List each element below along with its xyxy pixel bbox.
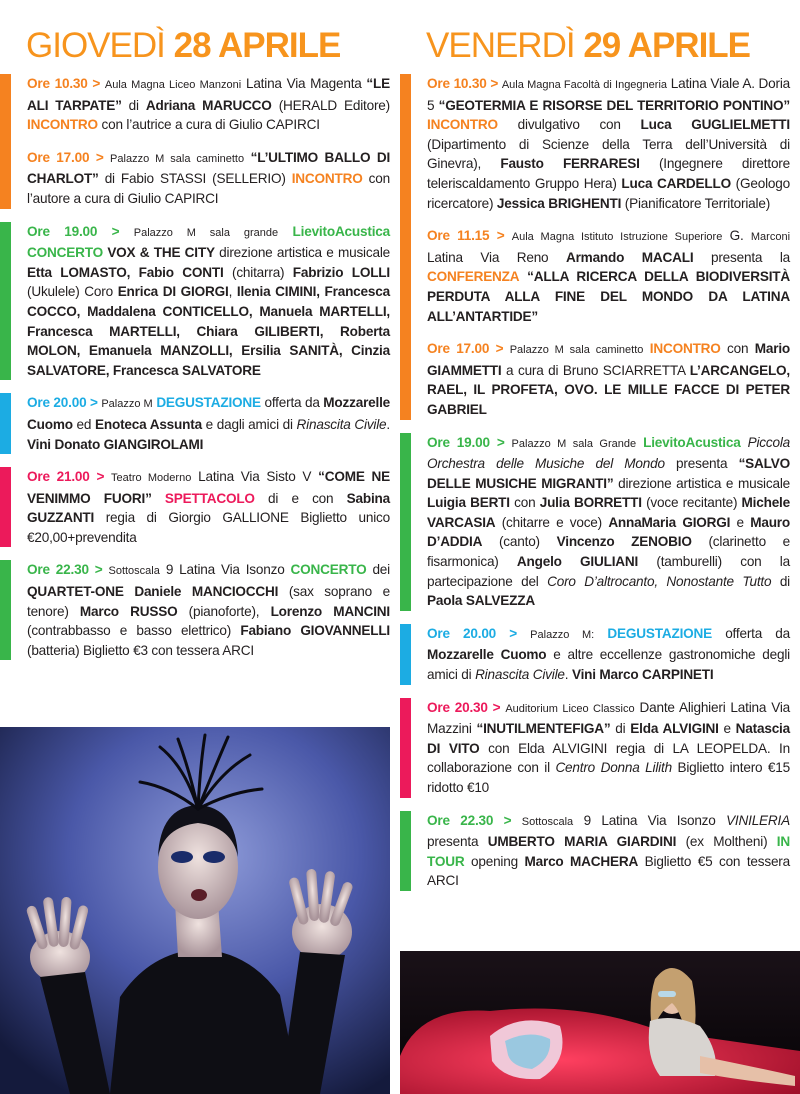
event-text: Centro Donna Lilith: [555, 760, 672, 776]
event-text: offerta da: [260, 395, 324, 411]
event-text: .: [386, 416, 390, 432]
event-text: Luca GUGLIELMETTI: [640, 117, 790, 133]
event-text: LievitoAcustica: [643, 434, 741, 450]
event-entry: [427, 226, 790, 326]
event-text: Ore 19.00 >: [27, 223, 134, 239]
event-text: VOX & THE CITY: [107, 245, 215, 261]
event-text: .: [564, 667, 572, 683]
event-text: con l’autore a cura di Giulio CAPIRCI: [27, 171, 390, 206]
event-text: Enrica DI GIORGI: [117, 284, 229, 300]
event-text: Palazzo M:: [530, 628, 595, 641]
event-text: Luigia BERTI: [427, 495, 510, 511]
event-text: Ore 19.00 >: [427, 434, 512, 450]
event-text: CONFERENZA: [427, 269, 520, 285]
event-text: Mozzarelle Cuomo: [427, 647, 547, 663]
event-group: [0, 74, 390, 209]
event-text: con Elda ALVIGINI regia di LA LEOPELDA. In collaborazione con il: [427, 740, 790, 776]
event-text: Aula Magna Liceo Manzoni: [104, 79, 242, 91]
event-text: (chitarra): [223, 264, 293, 280]
event-group: [400, 624, 790, 685]
color-bar: [0, 74, 11, 209]
event-text: Fausto FERRARESI: [500, 156, 640, 172]
event-text: e: [718, 721, 736, 737]
day-name: VENERDÌ: [426, 26, 575, 65]
event-text: con: [720, 341, 755, 357]
event-text: dei: [366, 562, 390, 578]
event-text: [741, 435, 748, 450]
event-text: 9 Latina Via Isonzo: [573, 812, 727, 828]
event-text: G.: [722, 228, 751, 244]
event-text: Ore 20.00 >: [427, 625, 531, 641]
day-date: 28 APRILE: [173, 26, 341, 65]
event-text: Marconi: [750, 231, 791, 244]
event-text: Sabina GUZZANTI: [27, 490, 390, 526]
event-text: “INUTILMENTEFIGA”: [476, 721, 611, 737]
event-entry: [27, 393, 390, 454]
event-text: (chitarre e voce): [495, 514, 609, 530]
right-column: [400, 0, 790, 904]
event-text: Fabrizio LOLLI: [292, 264, 390, 280]
event-text: Paola SALVEZZA: [427, 593, 535, 609]
event-text: Mauro D’ADDIA: [427, 514, 791, 550]
color-bar: [0, 560, 11, 660]
event-entry: [27, 74, 390, 135]
event-text: Angelo GIULIANI: [516, 554, 639, 570]
event-text: Auditorium Liceo Classico: [505, 702, 635, 715]
event-text: e dagli amici di: [201, 416, 297, 432]
color-bar: [400, 433, 411, 611]
event-text: con l’autrice a cura di Giulio CAPIRCI: [97, 117, 320, 133]
event-text: (clarinetto e fisarmonica): [427, 534, 791, 570]
sofa-photo: [400, 951, 800, 1094]
event-group: [400, 698, 790, 798]
event-text: Elda ALVIGINI: [630, 721, 719, 737]
event-text: presenta la: [693, 249, 790, 265]
day-header-left: [0, 0, 390, 74]
event-group: [0, 467, 390, 547]
event-text: a cura di Bruno SCIARRETTA: [501, 362, 690, 378]
event-text: e: [730, 514, 751, 530]
event-text: di Fabio STASSI (SELLERIO): [98, 171, 292, 187]
event-entry: [427, 74, 790, 213]
event-text: (Geologo ricercatore): [427, 175, 790, 211]
event-text: Aula Magna Istituto Istruzione Superiore: [511, 231, 723, 244]
event-text: (voce recitante): [641, 495, 742, 511]
event-text: opening: [464, 853, 525, 869]
color-bar: [0, 222, 11, 381]
event-text: Latina Via Sisto V: [191, 469, 319, 485]
event-group: [400, 433, 790, 611]
event-text: presenta: [427, 834, 488, 850]
event-text: Ore 22.30 >: [427, 812, 522, 828]
event-entry: [27, 222, 390, 381]
event-text: Teatro Moderno: [111, 472, 192, 485]
event-text: (tamburelli) con la partecipazione del: [427, 554, 790, 589]
event-text: CONCERTO: [290, 562, 367, 578]
event-entry: [27, 560, 390, 660]
day-name: GIOVEDÌ: [26, 26, 165, 65]
event-text: [594, 626, 607, 641]
event-text: Latina Via Reno: [427, 249, 566, 265]
event-text: Mozzarelle Cuomo: [27, 395, 391, 432]
event-text: Ore 20.00 >: [27, 395, 102, 411]
color-bar: [400, 74, 411, 420]
event-text: di: [121, 97, 146, 113]
event-text: LievitoAcustica: [292, 223, 391, 239]
event-text: Michele VARCASIA: [427, 495, 790, 530]
color-bar: [400, 624, 411, 685]
event-text: Ore 10.30 >: [27, 76, 105, 91]
event-text: L’ARCANGELO, RAEL, IL PROFETA, OVO. LE MILLE FACCE DI PETER GABRIEL: [427, 362, 790, 417]
event-text: (Dipartimento di Scienze della Terra dell’Università di Ginevra),: [427, 136, 790, 172]
event-text: Vini Donato GIANGIROLAMI: [27, 436, 204, 452]
event-text: direzione artistica e musicale: [214, 245, 391, 261]
event-text: SPETTACOLO: [164, 490, 255, 506]
event-text: Luca CARDELLO: [621, 175, 731, 191]
right-event-list: [400, 74, 790, 891]
event-text: Rinascita Civile: [296, 416, 387, 432]
event-text: Palazzo M sala caminetto: [509, 344, 644, 357]
event-text: “COME NE VENIMMO FUORI”: [27, 469, 391, 506]
event-text: Ore 10.30 >: [427, 76, 502, 91]
event-text: Palazzo M: [101, 398, 153, 411]
event-text: (Pianificatore Territoriale): [621, 195, 771, 211]
color-bar: [0, 393, 11, 454]
event-text: Enoteca Assunta: [95, 416, 202, 432]
event-text: di: [610, 721, 631, 737]
event-text: Fabiano GIOVANNELLI: [240, 623, 390, 639]
event-text: presenta: [664, 456, 739, 472]
event-text: Vini Marco CARPINETI: [571, 667, 714, 683]
event-text: di: [771, 573, 790, 589]
event-text: UMBERTO MARIA GIARDINI: [487, 834, 677, 850]
event-text: INCONTRO: [291, 171, 363, 187]
event-text: [519, 269, 527, 284]
event-text: Marco MACHERA: [524, 853, 639, 869]
event-text: INCONTRO: [427, 117, 498, 133]
event-text: regia di Giorgio GALLIONE Biglietto unico €20,00+prevendita: [27, 510, 390, 545]
color-bar: [400, 698, 411, 798]
event-text: DEGUSTAZIONE: [607, 625, 712, 641]
event-text: DEGUSTAZIONE: [156, 395, 261, 411]
event-text: (batteria) Biglietto €3 con tessera ARCI: [27, 642, 254, 658]
event-text: Aula Magna Facoltà di Ingegneria: [501, 79, 668, 91]
event-text: Dante Alighieri Latina Via Mazzini: [427, 699, 790, 737]
event-text: QUARTET-ONE Daniele MANCIOCCHI: [27, 584, 279, 600]
event-text: “GEOTERMIA E RISORSE DEL TERRITORIO PONTINO”: [438, 97, 791, 113]
event-group: [0, 560, 390, 660]
event-text: Latina Via Magenta: [241, 76, 367, 91]
event-text: con: [509, 495, 540, 511]
event-text: (Ukulele) Coro: [27, 284, 118, 300]
event-text: (canto): [482, 534, 557, 550]
event-text: Ore 17.00 >: [27, 149, 111, 165]
event-text: CONCERTO: [27, 245, 103, 261]
event-text: Rinascita Civile: [475, 667, 565, 683]
event-text: [152, 491, 165, 506]
event-text: Jessica BRIGHENTI: [496, 195, 622, 211]
event-text: ed: [72, 416, 95, 432]
event-text: Julia BORRETTI: [539, 495, 642, 511]
event-text: “SALVO DELLE MUSICHE MIGRANTI”: [427, 456, 790, 491]
event-text: e altre eccellenze gastronomiche degli amici di: [427, 647, 790, 683]
event-text: Ore 11.15 >: [427, 228, 512, 244]
event-text: Armando MACALI: [565, 249, 694, 265]
event-text: Piccola Orchestra delle Musiche del Mondo: [427, 434, 791, 472]
event-text: Coro D’altrocanto, Nonostante Tutto: [547, 573, 772, 589]
event-text: (Ingegnere direttore teleriscaldamento Gruppo Hera): [427, 156, 790, 191]
event-text: Natascia DI VITO: [427, 721, 790, 756]
event-text: “ALLA RICERCA DELLA BIODIVERSITÀ PERDUTA ALLA FINE DEL MONDO DA LATINA ALL’ANTARTIDE”: [427, 269, 791, 324]
event-text: AnnaMaria GIORGI: [608, 514, 731, 530]
event-text: Sottoscala: [108, 565, 160, 578]
event-group: [400, 74, 790, 420]
event-text: INCONTRO: [649, 341, 721, 357]
event-text: Palazzo M sala grande: [133, 226, 279, 239]
event-text: Mario GIAMMETTI: [427, 341, 791, 378]
event-text: direzione artistica e musicale: [613, 475, 791, 491]
event-text: IN TOUR: [427, 834, 790, 869]
event-text: (sax soprano e tenore): [27, 584, 390, 619]
event-text: Palazzo M sala caminetto: [110, 152, 245, 165]
event-text: Biglietto €5 con tessera ARCI: [427, 853, 790, 889]
event-entry: [427, 624, 790, 685]
event-text: Adriana MARUCCO: [145, 97, 272, 113]
event-entry: [27, 467, 390, 547]
event-text: (ex Moltheni): [676, 834, 777, 850]
event-text: Latina Viale A. Doria 5: [427, 76, 791, 113]
event-entry: [427, 811, 790, 891]
event-entry: [27, 148, 390, 209]
event-entry: [427, 433, 790, 611]
event-entry: [427, 339, 790, 419]
event-text: Etta LOMASTO, Fabio CONTI: [27, 264, 224, 280]
performer-photo: [0, 727, 390, 1094]
event-text: ,: [228, 284, 237, 300]
event-text: Sottoscala: [521, 815, 574, 828]
event-text: Biglietto intero €15 ridotto €10: [427, 760, 790, 795]
event-group: [0, 393, 390, 454]
event-text: Marco RUSSO: [79, 603, 178, 619]
event-group: [0, 222, 390, 381]
event-entry: [427, 698, 790, 798]
event-text: Ilenia CIMINI, Francesca COCCO, Maddalena CONTICELLO, Manuela MARTELLI, Francesca MARTELLI, Chiara GILIBERTI, Roberta MOLON, Emanuela MANZOLLI, Ersilia SANITÀ, Cinzia SALVATORE, Francesca SALVATORE: [27, 284, 390, 378]
event-group: [400, 811, 790, 891]
left-column: [0, 0, 390, 673]
event-text: offerta da: [712, 625, 790, 641]
event-text: Lorenzo MANCINI: [270, 603, 390, 619]
event-text: divulgativo con: [497, 117, 641, 133]
event-text: [278, 224, 292, 239]
event-text: INCONTRO: [27, 117, 98, 133]
event-text: VINILERIA: [726, 812, 790, 828]
event-text: Ore 21.00 >: [27, 469, 112, 485]
event-text: di e con: [254, 490, 347, 506]
event-text: Ore 22.30 >: [27, 562, 109, 578]
event-text: 9 Latina Via Isonzo: [159, 562, 291, 578]
color-bar: [0, 467, 11, 547]
day-header-right: [400, 0, 790, 74]
event-text: “LE ALI TARPATE”: [27, 76, 390, 113]
color-bar: [400, 811, 411, 891]
event-text: Ore 20.30 >: [427, 699, 506, 715]
event-text: Vincenzo ZENOBIO: [556, 534, 692, 550]
event-text: Palazzo M sala Grande: [511, 437, 637, 450]
day-date: 29 APRILE: [583, 26, 751, 65]
event-text: “L’ULTIMO BALLO DI CHARLOT”: [27, 149, 391, 187]
event-text: Ore 17.00 >: [427, 341, 510, 357]
left-event-list: [0, 74, 390, 660]
event-text: (pianoforte),: [177, 603, 271, 619]
event-text: (HERALD Editore): [271, 97, 390, 113]
event-text: (contrabbasso e basso elettrico): [27, 623, 241, 639]
